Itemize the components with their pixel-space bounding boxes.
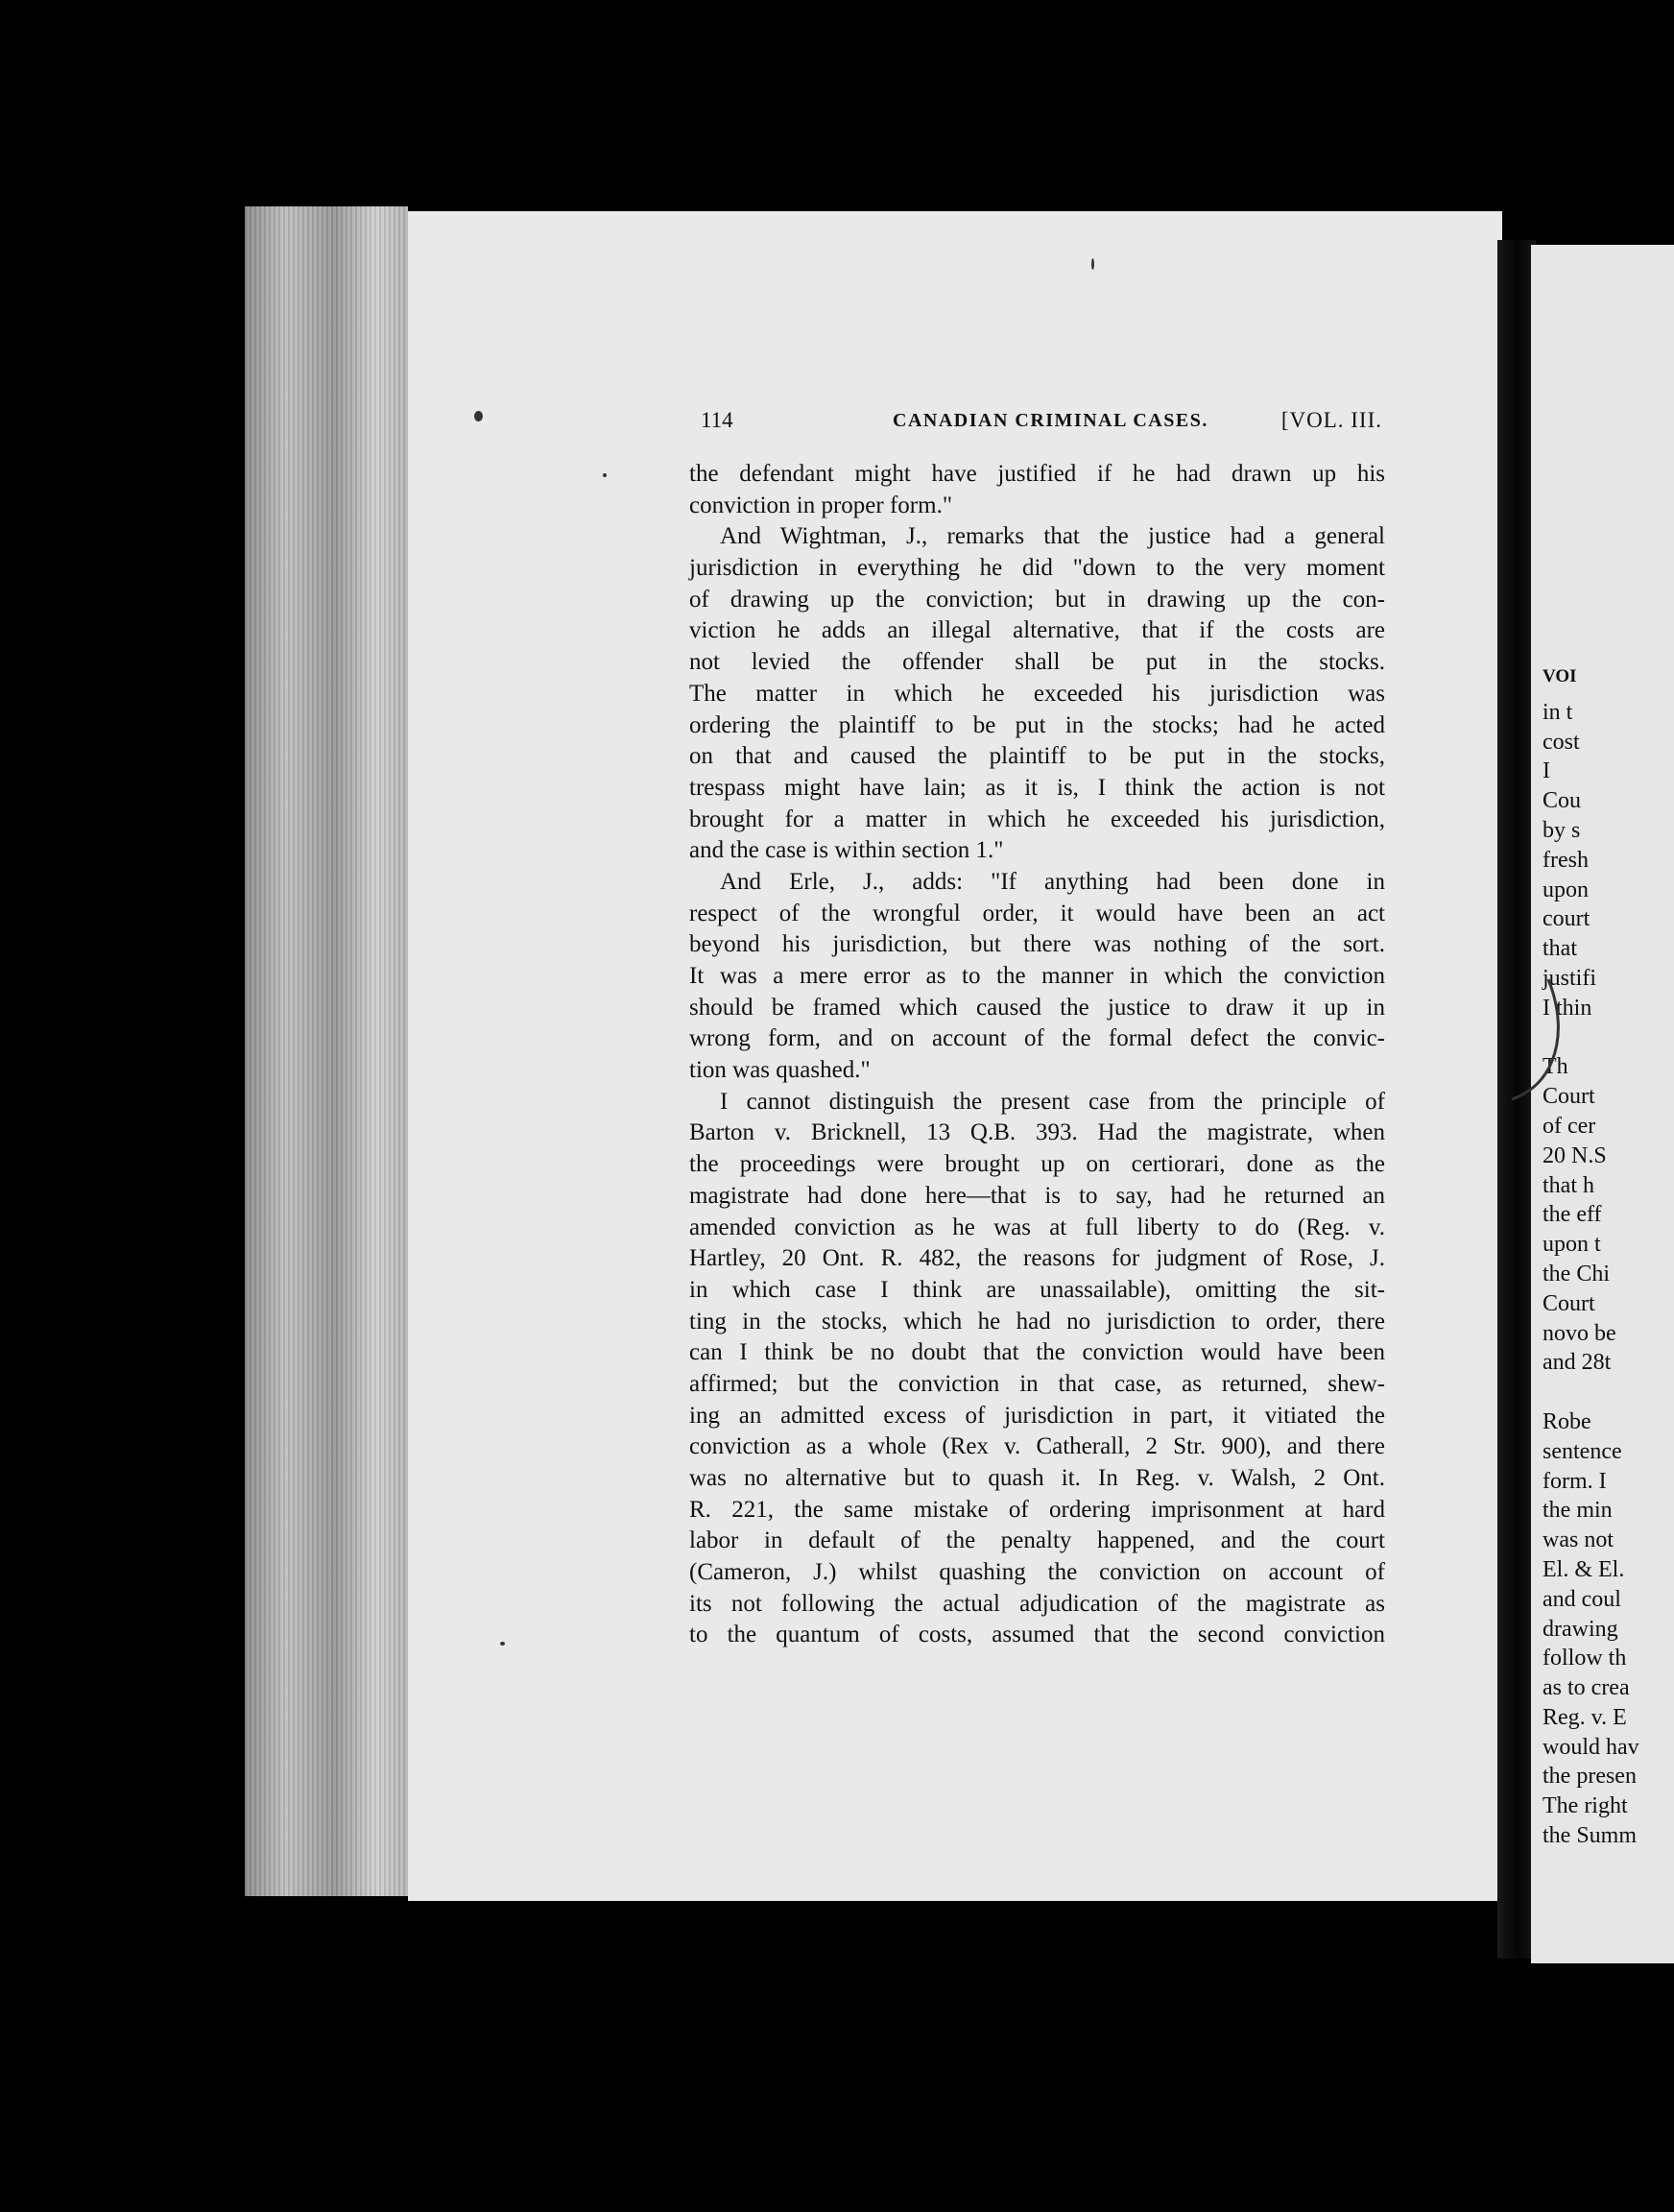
right-page-line: novo be (1542, 1320, 1616, 1346)
text-line: was no alternative but to quash it. In Reg. v. Walsh, 2 Ont. (689, 1465, 1385, 1491)
text-line: the proceedings were brought up on certiorari, done as the (689, 1151, 1385, 1178)
right-page-line: justifi (1542, 965, 1597, 991)
margin-speck (1091, 258, 1094, 270)
right-page-line: in t (1542, 699, 1573, 725)
text-line: ing an admitted excess of jurisdiction in part, it vitiated the (689, 1402, 1385, 1429)
right-page-line (1542, 1378, 1674, 1407)
text-line: labor in default of the penalty happened, and the court (689, 1527, 1385, 1554)
right-page-line: that h (1542, 1172, 1594, 1198)
text-line: affirmed; but the conviction in that case, as returned, shew- (689, 1370, 1385, 1397)
text-line: in which case I think are unassailable), omitting the sit- (689, 1276, 1385, 1303)
right-page-line: by s (1542, 817, 1581, 843)
right-page-line: follow th (1542, 1646, 1627, 1671)
right-page-line: upon (1542, 877, 1589, 902)
right-page-line: El. & El. (1542, 1556, 1625, 1582)
right-page-line: upon t (1542, 1232, 1601, 1258)
text-line: ting in the stocks, which he had no jurisdiction to order, there (689, 1308, 1385, 1334)
margin-speck (474, 411, 483, 421)
volume-label: [VOL. III. (1280, 408, 1382, 432)
right-page-line: Court (1542, 1084, 1595, 1110)
right-page-line: the Summ (1542, 1823, 1638, 1849)
text-line: to the quantum of costs, assumed that the second conviction (689, 1622, 1385, 1648)
text-line: Hartley, 20 Ont. R. 482, the reasons for judgment of Rose, J. (689, 1245, 1385, 1272)
text-line: respect of the wrongful order, it would have been an act (689, 900, 1385, 926)
right-page-line: that (1542, 936, 1577, 962)
text-line: jurisdiction in everything he did "down to the very moment (689, 555, 1385, 582)
right-page-header-fragment: VOI (1542, 666, 1577, 686)
right-page-line: Cou (1542, 788, 1582, 814)
right-page-line: would hav (1542, 1734, 1639, 1760)
right-page-lines (1542, 698, 1674, 1851)
text-line: And Erle, J., adds: "If anything had been done in (720, 868, 1385, 895)
text-line: can I think be no doubt that the conviction would have been (689, 1339, 1385, 1366)
right-page-line: Reg. v. E (1542, 1704, 1627, 1730)
right-page-line: was not (1542, 1527, 1614, 1553)
page-number: 114 (701, 408, 733, 432)
right-page-line: Court (1542, 1290, 1595, 1316)
margin-speck (500, 1642, 505, 1646)
text-line: It was a mere error as to the manner in which the conviction (689, 963, 1385, 989)
text-line: conviction in proper form." (689, 492, 953, 518)
text-line: and the case is within section 1." (689, 837, 1004, 864)
right-page-line: I (1542, 758, 1550, 784)
text-line: viction he adds an illegal alternative, that if the costs are (689, 617, 1385, 644)
right-page-line: cost (1542, 729, 1580, 755)
text-line: magistrate had done here—that is to say, had he returned an (689, 1182, 1385, 1209)
text-line: its not following the actual adjudication of the magistrate as (689, 1590, 1385, 1617)
text-line: I cannot distinguish the present case from the principle of (720, 1088, 1385, 1115)
text-line: not levied the offender shall be put in the stocks. (689, 649, 1385, 676)
right-page-line: of cer (1542, 1113, 1596, 1139)
right-page-line: 20 N.S (1542, 1142, 1607, 1168)
text-line: amended conviction as he was at full liberty to do (Reg. v. (689, 1214, 1385, 1240)
right-page-line: fresh (1542, 847, 1589, 873)
right-page-line: drawing (1542, 1616, 1618, 1642)
text-line: R. 221, the same mistake of ordering imprisonment at hard (689, 1496, 1385, 1523)
text-line: conviction as a whole (Rex v. Catherall, 2 Str. 900), and there (689, 1433, 1385, 1460)
right-page-line: I thin (1542, 995, 1592, 1021)
text-line: wrong form, and on account of the formal defect the convic- (689, 1025, 1385, 1052)
right-page-line: as to crea (1542, 1675, 1630, 1701)
right-page-line: the Chi (1542, 1261, 1610, 1286)
text-line: Barton v. Bricknell, 13 Q.B. 393. Had the magistrate, when (689, 1119, 1385, 1146)
right-page-line: the presen (1542, 1764, 1637, 1790)
running-head: CANADIAN CRIMINAL CASES. (893, 410, 1208, 431)
right-page-line: The right (1542, 1793, 1628, 1819)
right-page-line: Th (1542, 1054, 1568, 1080)
margin-speck (603, 473, 607, 477)
right-page-line: court (1542, 906, 1590, 932)
text-line: The matter in which he exceeded his jurisdiction was (689, 680, 1385, 707)
page-edges (245, 206, 408, 1896)
text-line: on that and caused the plaintiff to be put in the stocks, (689, 743, 1385, 770)
text-line: beyond his jurisdiction, but there was nothing of the sort. (689, 931, 1385, 958)
right-page-line: Robe (1542, 1408, 1591, 1434)
right-page-line: and coul (1542, 1586, 1621, 1612)
text-line: of drawing up the conviction; but in drawing up the con- (689, 586, 1385, 613)
body-text (689, 459, 1385, 1651)
page-header (701, 408, 1382, 446)
right-page-line: form. I (1542, 1468, 1607, 1494)
right-page-line: sentence (1542, 1438, 1622, 1464)
right-page-line: and 28t (1542, 1350, 1612, 1376)
text-line: (Cameron, J.) whilst quashing the conviction on account of (689, 1559, 1385, 1586)
text-line: the defendant might have justified if he had drawn up his (689, 461, 1385, 487)
text-line: ordering the plaintiff to be put in the stocks; had he acted (689, 711, 1385, 738)
text-line: And Wightman, J., remarks that the justice had a general (720, 523, 1385, 550)
text-line: trespass might have lain; as it is, I think the action is not (689, 774, 1385, 801)
right-page-line: the eff (1542, 1202, 1602, 1228)
text-line: brought for a matter in which he exceeded his jurisdiction, (689, 805, 1385, 832)
margin-pencil-mark (1502, 970, 1569, 1114)
text-line: should be framed which caused the justice to draw it up in (689, 994, 1385, 1021)
right-page-text (1542, 666, 1674, 1851)
right-page-line: the min (1542, 1498, 1613, 1524)
text-line: tion was quashed." (689, 1057, 871, 1084)
